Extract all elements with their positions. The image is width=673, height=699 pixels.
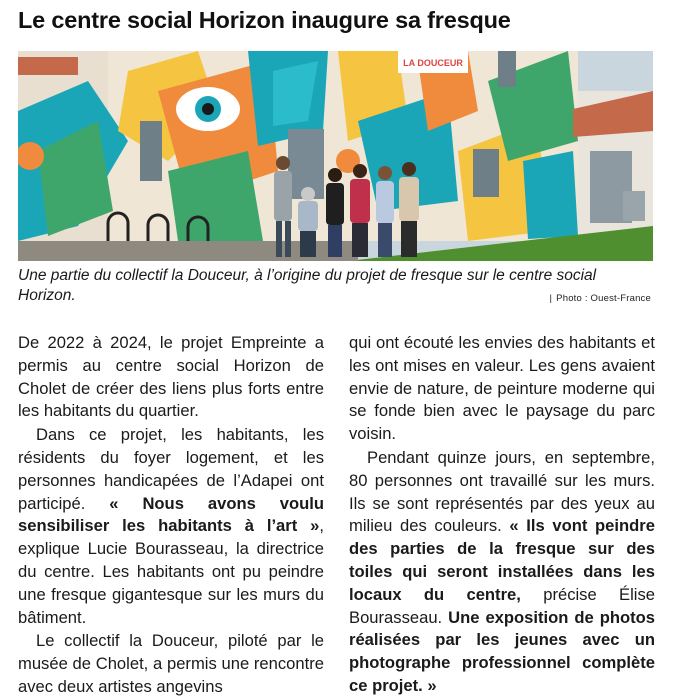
credit-separator: | [549,293,553,304]
wall-sign-text: LA DOUCEUR [403,58,463,68]
mural-photo [18,51,653,261]
quote-bold: Une exposition de photos réalisées par les jeunes avec un photographe professionnel complète ce projet. » [349,607,655,695]
photo-caption: Une partie du collectif la Douceur, à l’origine du projet de fresque sur le centre social Horizon. [18,267,597,304]
paragraph-text: Dans ce projet, les habitants, les résidents du foyer logement, et les personnes handicapées de l’Adapei ont participé. [18,425,324,513]
paragraph: Le collectif la Douceur, piloté par le musée de Cholet, a permis une rencontre avec deux artistes angevins [18,631,324,696]
article-headline: Le centre social Horizon inaugure sa fresque [18,7,511,33]
article-column-right [349,332,655,698]
paragraph [18,424,324,629]
paragraph: De 2022 à 2024, le projet Empreinte a permis au centre social Horizon de Cholet de créer des liens plus forts entre les habitants du quartier. [18,333,324,421]
photo-credit [550,293,652,304]
quote-bold: « Nous avons voulu sensibiliser les habitants à l’art » [18,493,324,536]
article-column-left [18,332,324,699]
paragraph-text: précise Élise Bourasseau. [349,584,655,627]
paragraph: qui ont écouté les envies des habitants et les ont mises en valeur. Les gens avaient envie de nature, de peinture moderne qui se fonde bien avec le paysage du parc voisin. [349,333,655,444]
quote-bold: « Ils vont peindre des parties de la fresque sur des toiles qui seront installées dans les locaux du centre, [349,516,655,604]
paragraph-text: Pendant quinze jours, en septembre, 80 personnes ont travaillé sur les murs. Ils se sont représentés par des yeux au milieu des couleurs. [349,447,655,536]
paragraph-text: , explique Lucie Bourasseau, la directrice du centre. Les habitants ont pu peindre une fresque gigantesque sur les murs du bâtiment. [18,516,324,627]
credit-label: Photo : Ouest-France [556,293,651,304]
paragraph [349,447,655,698]
